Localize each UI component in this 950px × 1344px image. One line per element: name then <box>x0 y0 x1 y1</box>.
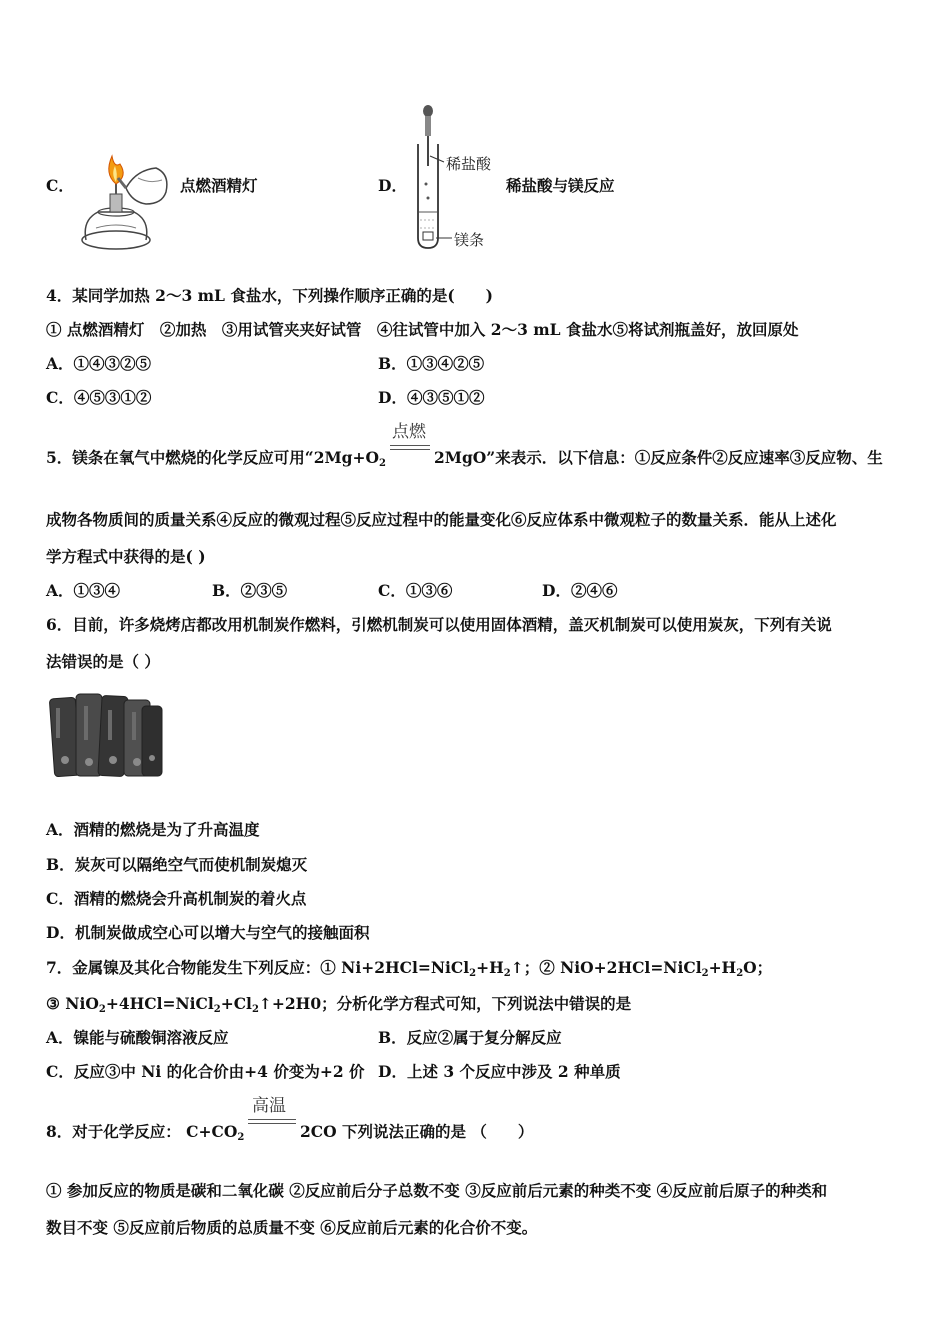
q7-line2: ③ $NiO_2+4HCl=NiCl_2+Cl_2↑+2H0$；分析化学方程式可知，下列说法中错误的是 <box>46 994 632 1015</box>
q7-option-c: C．反应③中 Ni 的化合价由+4 价变为+2 价 <box>46 1062 365 1081</box>
option-d-caption: 稀盐酸与镁反应 <box>506 176 615 195</box>
magnesium-label: 镁条 <box>454 231 485 249</box>
charcoal-briquettes-image <box>46 688 166 788</box>
option-c-caption: 点燃酒精灯 <box>180 176 258 195</box>
q6-option-d: D．机制炭做成空心可以增大与空气的接触面积 <box>46 923 370 942</box>
q7-option-a: A．镍能与硫酸铜溶液反应 <box>46 1028 229 1047</box>
q7-option-b: B．反应②属于复分解反应 <box>378 1028 562 1047</box>
q5-option-d: D．②④⑥ <box>542 581 618 600</box>
q5-reaction-condition: 点燃 <box>392 422 426 442</box>
acid-label: 稀盐酸 <box>446 155 492 173</box>
q8-equation-bar-top <box>248 1119 296 1120</box>
q4-stem: 4．某同学加热 2～3 mL 食盐水，下列操作顺序正确的是( ) <box>46 286 494 305</box>
q5-option-a: A．①③④ <box>46 581 121 600</box>
option-c-letter: C． <box>46 176 74 195</box>
q4-option-a: A．①④③②⑤ <box>46 354 152 373</box>
q8-line2: ① 参加反应的物质是碳和二氧化碳 ②反应前后分子总数不变 ③反应前后元素的种类不变 ④反应前后原子的种类和 <box>46 1181 828 1200</box>
q4-option-c: C．④⑤③①② <box>46 388 152 407</box>
q5-line3: 学方程式中获得的是( ) <box>46 547 206 566</box>
q8-equation-bar-bottom <box>248 1123 296 1124</box>
q5-line2: 成物各物质间的质量关系④反应的微观过程⑤反应过程中的能量变化⑥反应体系中微观粒子的数量关系．能从上述化 <box>46 510 837 529</box>
q5-equation-suffix: 2MgO”来表示．以下信息：①反应条件②反应速率③反应物、生 <box>434 448 883 467</box>
q6-line2: 法错误的是（ ） <box>46 652 160 671</box>
q5-option-c: C．①③⑥ <box>378 581 453 600</box>
q4-option-b: B．①③④②⑤ <box>378 354 485 373</box>
q4-steps: ① 点燃酒精灯 ②加热 ③用试管夹夹好试管 ④往试管中加入 2～3 mL 食盐水⑤将试剂瓶盖好，放回原处 <box>46 320 799 339</box>
q4-option-d: D．④③⑤①② <box>378 388 485 407</box>
alcohol-lamp-figure <box>76 148 174 254</box>
q8-reaction-condition: 高温 <box>252 1096 286 1116</box>
q6-option-a: A．酒精的燃烧是为了升高温度 <box>46 820 260 839</box>
q6-line1: 6．目前，许多烧烤店都改用机制炭作燃料，引燃机制炭可以使用固体酒精，盖灭机制炭可以使用炭灰，下列有关说 <box>46 615 832 634</box>
q5-equation-bar-bottom <box>390 449 430 450</box>
q5-equation-prefix: 5．镁条在氧气中燃烧的化学反应可用“$2Mg+O_2$ <box>46 448 386 469</box>
q6-option-c: C．酒精的燃烧会升高机制炭的着火点 <box>46 889 307 908</box>
q5-equation-bar-top <box>390 445 430 446</box>
q7-option-d: D．上述 3 个反应中涉及 2 种单质 <box>378 1062 621 1081</box>
q8-line3: 数目不变 ⑤反应前后物质的总质量不变 ⑥反应前后元素的化合价不变。 <box>46 1218 538 1237</box>
q6-option-b: B．炭灰可以隔绝空气而使机制炭熄灭 <box>46 855 308 874</box>
q8-equation-prefix: 8．对于化学反应： $C+CO_2$ <box>46 1122 245 1143</box>
q8-equation-suffix: 2CO 下列说法正确的是 （ ） <box>300 1122 534 1141</box>
option-d-letter: D． <box>378 176 407 195</box>
q5-option-b: B．②③⑤ <box>212 581 288 600</box>
q7-line1: 7．金属镍及其化合物能发生下列反应：① $Ni+2HCl=NiCl_2+H_2↑$；② $NiO+2HCl=NiCl_2+H_2O$； <box>46 958 773 979</box>
